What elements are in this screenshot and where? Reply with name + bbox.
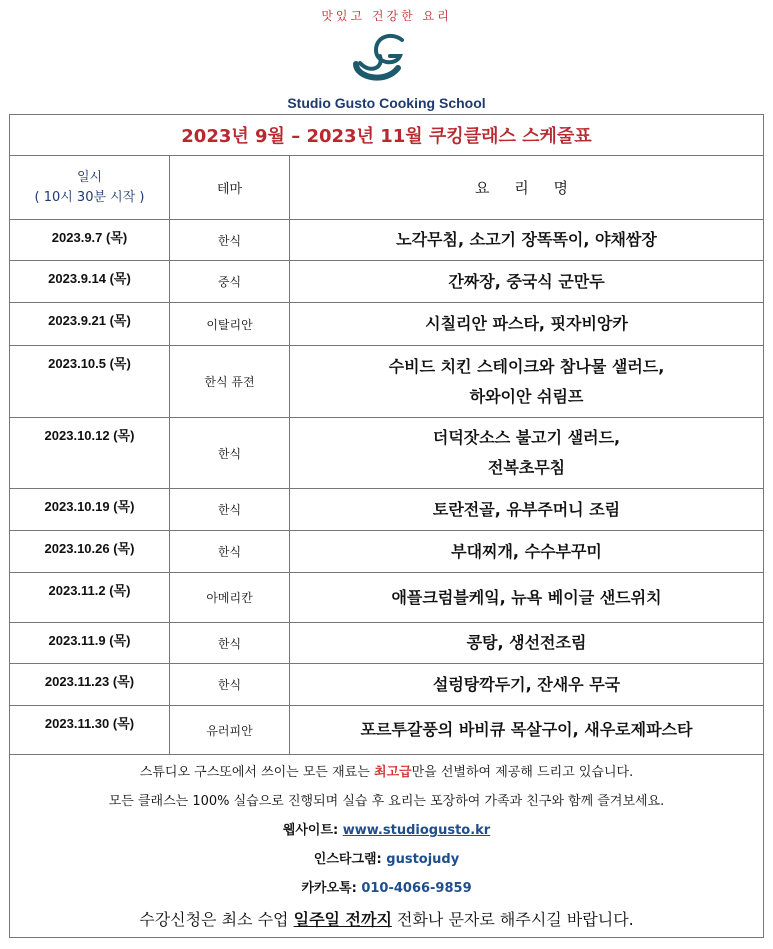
class-dish: 포르투갈풍의 바비큐 목살구이, 새우로제파스타: [290, 706, 764, 755]
class-theme: 한식: [170, 531, 290, 573]
class-date: 2023.10.19 (목): [10, 489, 170, 531]
table-row: [10, 573, 764, 623]
class-theme: 한식: [170, 623, 290, 664]
class-date: 2023.11.9 (목): [10, 623, 170, 664]
instagram-label: 인스타그램:: [313, 852, 387, 867]
table-row: [10, 261, 764, 303]
dish-line: 전복초무침: [487, 458, 566, 477]
ingredients-text: 스튜디오 구스또에서 쓰이는 모든 재료는: [139, 765, 374, 780]
class-date: 2023.11.23 (목): [10, 664, 170, 706]
premium-highlight: 최고급: [373, 765, 412, 780]
registration-text-end: 전화나 문자로 해주시길 바랍니다.: [391, 910, 634, 929]
class-dish: 콩탕, 생선전조림: [290, 623, 764, 664]
class-theme: 한식: [170, 664, 290, 706]
class-dish: 간짜장, 중국식 군만두: [290, 261, 764, 303]
table-row: [10, 664, 764, 706]
table-row: [10, 346, 764, 418]
registration-note: [10, 903, 763, 937]
table-row: [10, 303, 764, 346]
table-row: [10, 706, 764, 755]
instagram-line: [10, 845, 763, 874]
class-note: 모든 클래스는 100% 실습으로 진행되며 실습 후 요리는 포장하여 가족과 친구와 함께 즐겨보세요.: [108, 794, 665, 809]
class-theme: 한식: [170, 489, 290, 531]
class-theme: 이탈리안: [170, 303, 290, 346]
class-dish: 시칠리안 파스타, 핏자비앙카: [290, 303, 764, 346]
class-date: 2023.9.14 (목): [10, 261, 170, 303]
website-line: [10, 816, 763, 845]
class-theme: 아메리칸: [170, 573, 290, 623]
class-dish: 노각무침, 소고기 장똑똑이, 야채쌈장: [290, 220, 764, 261]
class-theme: 한식: [170, 418, 290, 489]
gusto-logo-icon: [346, 30, 412, 86]
table-row: [10, 531, 764, 573]
deadline-highlight: 일주일 전까지: [293, 910, 392, 929]
table-row: [10, 220, 764, 261]
date-header-sub: ( 10시 30분 시작 ): [34, 189, 145, 205]
class-theme: 한식: [170, 220, 290, 261]
table-row: [10, 623, 764, 664]
instagram-handle: gustojudy: [386, 852, 460, 867]
date-header-label: 일시: [76, 169, 103, 185]
dish-line: 더덕잣소스 불고기 샐러드,: [432, 428, 621, 447]
school-name: Studio Gusto Cooking School: [287, 95, 486, 111]
theme-column-header: 테마: [170, 156, 290, 220]
table-row: [10, 418, 764, 489]
class-date: 2023.10.26 (목): [10, 531, 170, 573]
dish-line: 하와이안 쉬림프: [469, 386, 584, 406]
tagline: 맛있고 건강한 요리: [321, 9, 452, 23]
class-dish: 토란전골, 유부주머니 조림: [290, 489, 764, 531]
class-date: 2023.9.21 (목): [10, 303, 170, 346]
website-label: 웹사이트:: [282, 823, 343, 838]
ingredients-note: [10, 758, 763, 787]
table-header: [10, 156, 764, 220]
ingredients-text-end: 만을 선별하여 제공해 드리고 있습니다.: [411, 765, 634, 780]
class-date: 2023.10.12 (목): [10, 418, 170, 489]
registration-text: 수강신청은 최소 수업: [139, 910, 294, 929]
date-column-header: [10, 156, 170, 220]
class-dish: 부대찌개, 수수부꾸미: [290, 531, 764, 573]
class-date: 2023.11.30 (목): [10, 706, 170, 755]
class-theme: 유러피안: [170, 706, 290, 755]
class-date: 2023.10.5 (목): [10, 346, 170, 418]
class-date: 2023.11.2 (목): [10, 573, 170, 623]
dish-line: 수비드 치킨 스테이크와 참나물 샐러드,: [388, 356, 665, 376]
class-theme: 한식 퓨젼: [170, 346, 290, 418]
table-row: [10, 489, 764, 531]
website-link[interactable]: www.studiogusto.kr: [342, 823, 491, 838]
class-dish: [290, 418, 764, 489]
schedule-table: [9, 114, 764, 938]
kakao-number: 010-4066-9859: [361, 881, 472, 896]
dish-column-header: 요 리 명: [290, 156, 764, 220]
class-dish: 애플크럼블케잌, 뉴욕 베이글 샌드위치: [290, 573, 764, 623]
class-dish: 설렁탕깍두기, 잔새우 무국: [290, 664, 764, 706]
kakao-line: [10, 874, 763, 903]
footer-info: [10, 755, 764, 938]
kakao-label: 카카오톡:: [301, 881, 362, 896]
class-dish: [290, 346, 764, 418]
schedule-title: 2023년 9월 – 2023년 11월 쿠킹클래스 스케줄표: [10, 115, 764, 156]
class-date: 2023.9.7 (목): [10, 220, 170, 261]
class-theme: 중식: [170, 261, 290, 303]
